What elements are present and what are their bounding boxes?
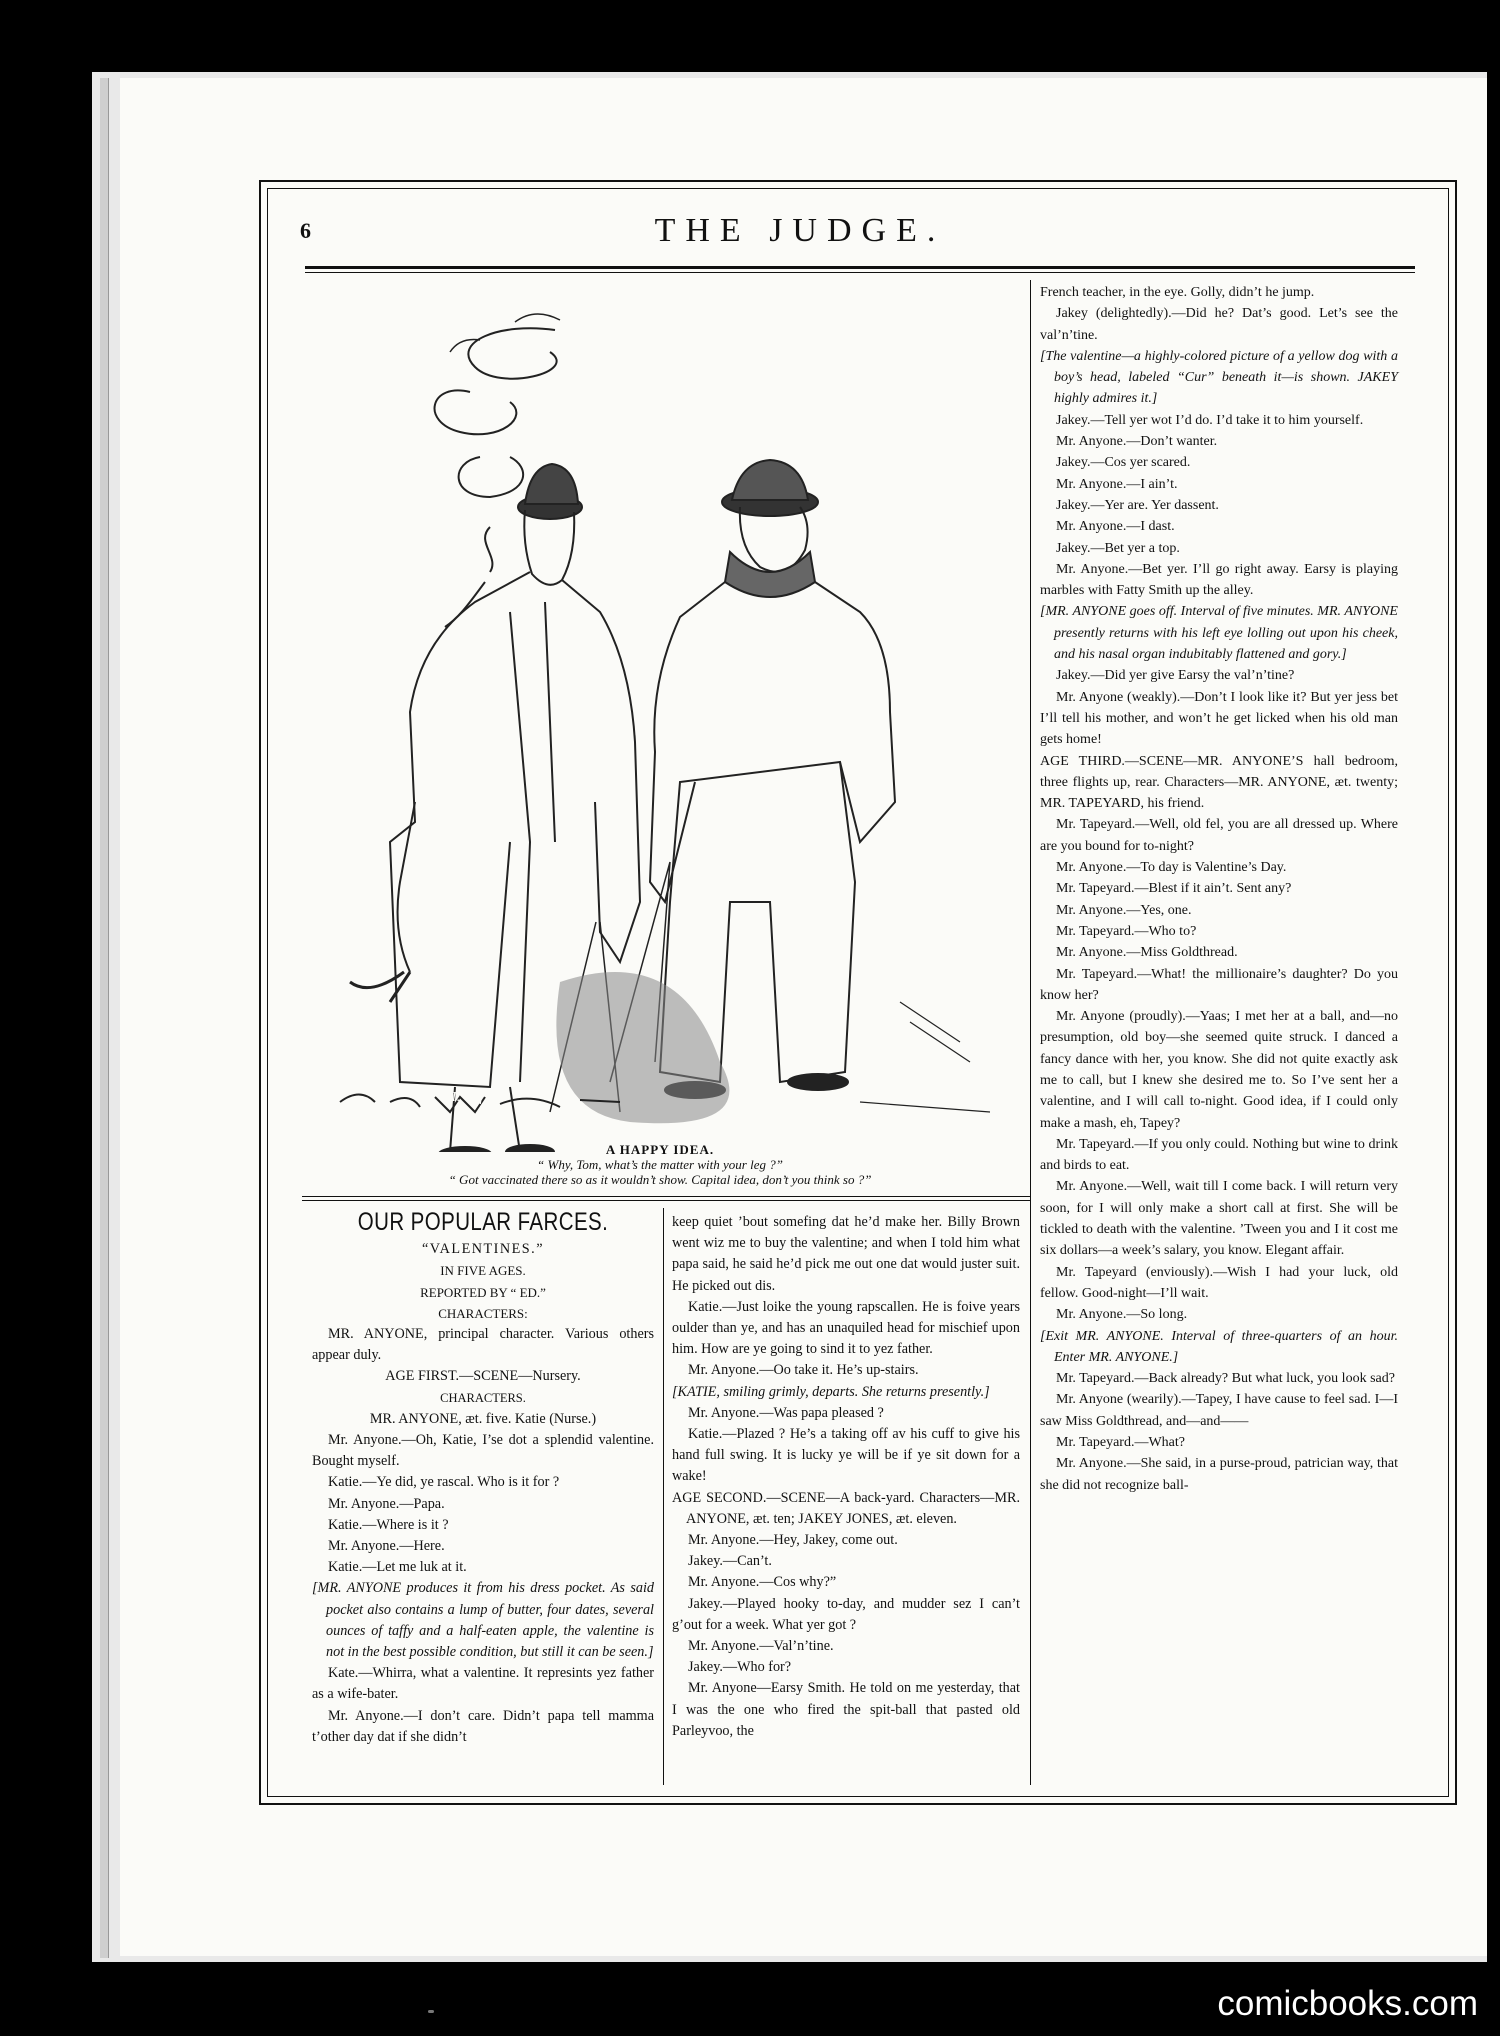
masthead-rule-thin bbox=[305, 272, 1415, 273]
paragraph: Katie.—Just loike the young rapscallen. He is foive years oulder than ye, and has an unaquiled head for mischief upon him. How are ye going to sind it to yez father. bbox=[672, 1298, 1020, 1358]
illustration-caption bbox=[300, 1142, 1020, 1187]
paragraph: AGE FIRST.—SCENE—Nursery. bbox=[385, 1368, 581, 1385]
paragraph: Mr. Anyone.—Yes, one. bbox=[1056, 902, 1192, 918]
paragraph: Jakey.—Played hooky to-day, and mudder sez I can’t g’out for a week. What yer got ? bbox=[672, 1595, 1020, 1633]
column-divider-left bbox=[663, 1208, 664, 1785]
paragraph: Jakey.—Can’t. bbox=[688, 1553, 772, 1570]
paragraph: Mr. Anyone.—Cos why?” bbox=[688, 1574, 837, 1591]
paragraph: Mr. Anyone.—Here. bbox=[328, 1538, 445, 1555]
paragraph: Mr. Anyone—Earsy Smith. He told on me yesterday, that I was the one who fired the spit-ball that pasted old Parleyvoo, the bbox=[672, 1680, 1020, 1739]
illustration-bottom-rule bbox=[302, 1196, 1030, 1197]
paragraph: Jakey.—Bet yer a top. bbox=[1056, 540, 1180, 556]
paragraph: Mr. Anyone.—Oo take it. He’s up-stairs. bbox=[688, 1362, 919, 1379]
paragraph: Katie.—Plazed ? He’s a taking off av his cuff to give his hand full swing. It is lucky ye will be if ye sit down for a wake! bbox=[672, 1426, 1020, 1485]
stage-direction: [The valentine—a highly-colored picture of a yellow dog with a boy’s head, labeled “Cur” beneath it—is shown. JAKEY highly admires it.] bbox=[1040, 348, 1398, 407]
paragraph: Mr. Tapeyard.—What! the millionaire’s daughter? Do you know her? bbox=[1040, 966, 1398, 1003]
caption-line: “ Got vaccinated there so as it wouldn’t show. Capital idea, don’t you think so ?” bbox=[448, 1172, 872, 1187]
stage-direction: [MR. ANYONE produces it from his dress pocket. As said pocket also contains a lump of butter, four dates, several ounces of taffy and a half-eaten apple, the valentine is not in the best possible condition, but still it can be seen.] bbox=[312, 1580, 654, 1661]
paragraph: Jakey.—Cos yer scared. bbox=[1056, 455, 1191, 471]
page-stack-edge bbox=[100, 78, 109, 1958]
page-number: 6 bbox=[300, 218, 311, 243]
paragraph: Mr. Anyone.—So long. bbox=[1056, 1307, 1188, 1323]
paragraph: MR. ANYONE, æt. five. Katie (Nurse.) bbox=[369, 1410, 597, 1427]
paragraph: Mr. Anyone.—Oh, Katie, I’se dot a splendid valentine. Bought myself. bbox=[312, 1432, 654, 1470]
paragraph: Mr. Tapeyard.—What? bbox=[1056, 1435, 1185, 1451]
characters-heading: CHARACTERS: bbox=[438, 1305, 528, 1321]
illustration-signature: T. W-f bbox=[450, 1090, 484, 1105]
paragraph: Mr. Tapeyard.—Blest if it ain’t. Sent any? bbox=[1056, 881, 1292, 897]
happy-idea-illustration bbox=[300, 282, 1020, 1152]
scene-heading: AGE THIRD.—SCENE—MR. ANYONE’S hall bedroom, three flights up, rear. Characters—MR. ANYONE, æt. twenty; MR. TAPEYARD, his friend. bbox=[1040, 753, 1398, 812]
paragraph: Kate.—Whirra, what a valentine. It represints yez father as a wife-bater. bbox=[312, 1665, 654, 1703]
in-five-ages: IN FIVE AGES. bbox=[440, 1263, 526, 1279]
paragraph: Mr. Tapeyard.—Back already? But what luck, you look sad? bbox=[1056, 1371, 1395, 1387]
paragraph: Mr. Anyone.—Papa. bbox=[328, 1495, 445, 1512]
article-title: OUR POPULAR FARCES. bbox=[357, 1208, 609, 1236]
paragraph: Jakey.—Did yer give Earsy the val’n’tine? bbox=[1056, 668, 1295, 684]
paragraph: Mr. Anyone.—Miss Goldthread. bbox=[1056, 945, 1238, 961]
column-divider-right bbox=[1030, 280, 1031, 1785]
article-column-2 bbox=[672, 1212, 1020, 1742]
paragraph: Mr. Anyone (weakly).—Don’t I look like it? But yer jess bet I’ll tell his mother, and won’t he get licked when his old man gets home! bbox=[1040, 689, 1398, 748]
paragraph: Mr. Anyone.—Don’t wanter. bbox=[1056, 434, 1218, 450]
paragraph: Mr. Anyone.—Val’n’tine. bbox=[688, 1638, 834, 1655]
paragraph: Mr. Anyone (wearily).—Tapey, I have cause to feel sad. I—I saw Miss Goldthread, and—and—— bbox=[1040, 1392, 1398, 1429]
article-subtitle: “VALENTINES.” bbox=[421, 1241, 545, 1258]
paragraph: CHARACTERS. bbox=[440, 1390, 526, 1405]
paragraph: Mr. Tapeyard (enviously).—Wish I had your luck, old fellow. Good-night—I’ll wait. bbox=[1040, 1264, 1398, 1301]
paragraph: Mr. Tapeyard.—Well, old fel, you are all dressed up. Where are you bound for to-night? bbox=[1040, 817, 1398, 854]
article-column-1 bbox=[312, 1208, 654, 1748]
reported-by: REPORTED BY “ ED.” bbox=[420, 1284, 546, 1300]
caption-line: “ Why, Tom, what’s the matter with your leg ?” bbox=[537, 1157, 783, 1172]
paragraph: keep quiet ’bout somefing dat he’d make her. Billy Brown went wiz me to buy the valentine; and when I told him what papa said, he said he’d pick me out one dat would juster suit. He picked out dis. bbox=[672, 1214, 1020, 1294]
paragraph: Mr. Anyone (proudly).—Yaas; I met her at a ball, and—no presumption, old boy—she seemed quite struck. I danced a fancy dance with her, you know. She did not quite exactly ask me to call, but I knew she desired me to. So I’ve sent her a valentine, and I will call to-night. Good idea, if I could only make a mash, eh, Tapey? bbox=[1040, 1009, 1398, 1131]
paragraph: Mr. Tapeyard.—If you only could. Nothing but wine to drink and birds to eat. bbox=[1040, 1136, 1398, 1174]
paragraph: Mr. Anyone.—Was papa pleased ? bbox=[688, 1404, 884, 1421]
paragraph: Mr. Anyone.—To day is Valentine’s Day. bbox=[1056, 860, 1287, 876]
paragraph: Katie.—Ye did, ye rascal. Who is it for ? bbox=[328, 1474, 560, 1491]
scan-speck bbox=[428, 2010, 434, 2013]
stage-direction: [MR. ANYONE goes off. Interval of five minutes. MR. ANYONE presently returns with his left eye lolling out upon his cheek, and his nasal organ indubitably flattened and gory.] bbox=[1040, 604, 1398, 663]
paragraph: Katie.—Where is it ? bbox=[328, 1516, 449, 1533]
paragraph: Mr. Anyone.—Bet yer. I’ll go right away. Earsy is playing marbles with Fatty Smith up the alley. bbox=[1040, 561, 1398, 599]
paragraph: MR. ANYONE, principal character. Various others appear duly. bbox=[312, 1326, 654, 1364]
stage-direction: [KATIE, smiling grimly, departs. She returns presently.] bbox=[672, 1383, 990, 1400]
article-column-3 bbox=[1040, 282, 1398, 1496]
paragraph: Mr. Anyone.—Well, wait till I come back. I will return very soon, for I will only make a short call at first. She will be tickled to death with the valentine. ’Tween you and I it cost me six dollars—a week’s salary, you know. Elegant affair. bbox=[1040, 1179, 1398, 1259]
stage-direction: [Exit MR. ANYONE. Interval of three-quarters of an hour. Enter MR. ANYONE.] bbox=[1040, 1328, 1398, 1365]
paragraph: Jakey.—Yer are. Yer dassent. bbox=[1056, 497, 1219, 513]
watermark[interactable]: comicbooks.com bbox=[1217, 1984, 1478, 2023]
paragraph: Jakey.—Tell yer wot I’d do. I’d take it to him yourself. bbox=[1056, 412, 1364, 428]
paragraph: Jakey (delightedly).—Did he? Dat’s good. Let’s see the val’n’tine. bbox=[1040, 306, 1398, 343]
illustration-bottom-rule-2 bbox=[302, 1200, 1030, 1201]
paragraph: Mr. Anyone.—She said, in a purse-proud, patrician way, that she did not recognize ball- bbox=[1040, 1456, 1398, 1493]
paragraph: French teacher, in the eye. Golly, didn’t he jump. bbox=[1040, 285, 1315, 300]
scene-heading: AGE SECOND.—SCENE—A back-yard. Characters—MR. ANYONE, æt. ten; JAKEY JONES, æt. eleven. bbox=[672, 1489, 1020, 1527]
masthead-rule bbox=[305, 266, 1415, 269]
paragraph: Mr. Anyone.—I dast. bbox=[1056, 519, 1175, 535]
masthead-title: THE JUDGE. bbox=[654, 212, 946, 249]
caption-title: A HAPPY IDEA. bbox=[605, 1142, 715, 1157]
paragraph: Mr. Anyone.—I don’t care. Didn’t papa tell mamma t’other day dat if she didn’t bbox=[312, 1707, 654, 1745]
paragraph: Mr. Tapeyard.—Who to? bbox=[1056, 923, 1197, 939]
paragraph: Mr. Anyone.—I ain’t. bbox=[1056, 476, 1178, 492]
paragraph: Mr. Anyone.—Hey, Jakey, come out. bbox=[688, 1532, 898, 1549]
paragraph: Jakey.—Who for? bbox=[688, 1659, 792, 1676]
paragraph: Katie.—Let me luk at it. bbox=[328, 1559, 467, 1576]
